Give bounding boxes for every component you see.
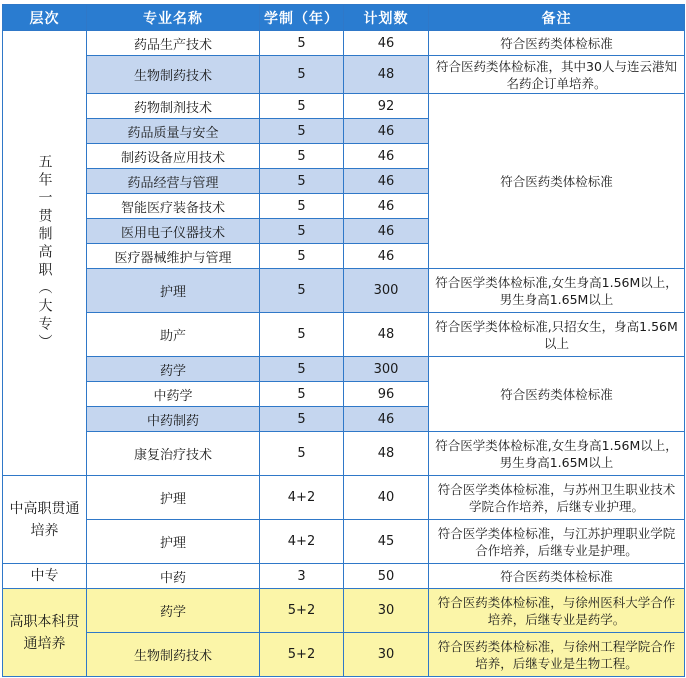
major-name: 护理 (87, 476, 260, 520)
header-row (3, 5, 685, 31)
count-value: 48 (344, 313, 429, 357)
count-value: 96 (344, 382, 429, 407)
count-value: 46 (344, 219, 429, 244)
note-text: 符合医药类体检标准 (429, 31, 685, 56)
table-row (3, 564, 685, 589)
count-value: 46 (344, 194, 429, 219)
years-value: 5 (260, 382, 344, 407)
major-name: 药学 (87, 357, 260, 382)
major-name: 助产 (87, 313, 260, 357)
count-value: 30 (344, 633, 429, 677)
count-value: 46 (344, 31, 429, 56)
years-value: 5 (260, 56, 344, 94)
years-value: 4+2 (260, 476, 344, 520)
years-value: 3 (260, 564, 344, 589)
count-value: 50 (344, 564, 429, 589)
count-value: 48 (344, 432, 429, 476)
years-value: 4+2 (260, 520, 344, 564)
years-value: 5 (260, 31, 344, 56)
note-text: 符合医学类体检标准,女生身高1.56M以上，男生身高1.65M以上 (429, 432, 685, 476)
header-notes: 备注 (429, 5, 685, 31)
group-mid-high: 中高职贯通培养 (3, 476, 87, 564)
years-value: 5+2 (260, 633, 344, 677)
years-value: 5 (260, 313, 344, 357)
years-value: 5 (260, 244, 344, 269)
note-text: 符合医药类体检标准 (429, 357, 685, 432)
major-name: 药学 (87, 589, 260, 633)
count-value: 40 (344, 476, 429, 520)
major-name: 医用电子仪器技术 (87, 219, 260, 244)
major-name: 中药 (87, 564, 260, 589)
years-value: 5 (260, 407, 344, 432)
enrollment-plan-table (2, 4, 685, 677)
table-row (3, 357, 685, 382)
major-name: 中药制药 (87, 407, 260, 432)
note-text: 符合医药类体检标准，与徐州工程学院合作培养，后继专业是生物工程。 (429, 633, 685, 677)
years-value: 5 (260, 169, 344, 194)
header-major: 专业名称 (87, 5, 260, 31)
note-text: 符合医药类体检标准，其中30人与连云港知名药企订单培养。 (429, 56, 685, 94)
table-row (3, 476, 685, 520)
major-name: 康复治疗技术 (87, 432, 260, 476)
table-row (3, 313, 685, 357)
years-value: 5 (260, 432, 344, 476)
major-name: 生物制药技术 (87, 633, 260, 677)
table-row (3, 589, 685, 633)
major-name: 药品质量与安全 (87, 119, 260, 144)
header-years: 学制（年） (260, 5, 344, 31)
years-value: 5 (260, 94, 344, 119)
table-row (3, 633, 685, 677)
table-row (3, 56, 685, 94)
years-value: 5 (260, 219, 344, 244)
count-value: 46 (344, 144, 429, 169)
major-name: 护理 (87, 269, 260, 313)
major-name: 医疗器械维护与管理 (87, 244, 260, 269)
table-row (3, 94, 685, 119)
group-high-bachelor: 高职本科贯通培养 (3, 589, 87, 677)
table-row (3, 269, 685, 313)
note-text: 符合医学类体检标准，与苏州卫生职业技术学院合作培养，后继专业护理。 (429, 476, 685, 520)
major-name: 生物制药技术 (87, 56, 260, 94)
count-value: 30 (344, 589, 429, 633)
major-name: 药物制剂技术 (87, 94, 260, 119)
count-value: 46 (344, 169, 429, 194)
count-value: 46 (344, 244, 429, 269)
count-value: 45 (344, 520, 429, 564)
years-value: 5+2 (260, 589, 344, 633)
major-name: 智能医疗装备技术 (87, 194, 260, 219)
table-row (3, 31, 685, 56)
note-text: 符合医药类体检标准 (429, 94, 685, 269)
years-value: 5 (260, 269, 344, 313)
header-count: 计划数 (344, 5, 429, 31)
table-row (3, 432, 685, 476)
count-value: 48 (344, 56, 429, 94)
major-name: 药品生产技术 (87, 31, 260, 56)
header-level: 层次 (3, 5, 87, 31)
count-value: 300 (344, 269, 429, 313)
years-value: 5 (260, 357, 344, 382)
note-text: 符合医学类体检标准,女生身高1.56M以上，男生身高1.65M以上 (429, 269, 685, 313)
note-text: 符合医药类体检标准 (429, 564, 685, 589)
years-value: 5 (260, 119, 344, 144)
group-secondary: 中专 (3, 564, 87, 589)
major-name: 药品经营与管理 (87, 169, 260, 194)
note-text: 符合医学类体检标准，与江苏护理职业学院合作培养，后继专业是护理。 (429, 520, 685, 564)
years-value: 5 (260, 144, 344, 169)
major-name: 护理 (87, 520, 260, 564)
count-value: 92 (344, 94, 429, 119)
major-name: 中药学 (87, 382, 260, 407)
table-row (3, 520, 685, 564)
note-text: 符合医学类体检标准,只招女生，身高1.56M以上 (429, 313, 685, 357)
count-value: 46 (344, 119, 429, 144)
group-five-year: 五年一贯制高职（大专） (3, 31, 87, 476)
count-value: 46 (344, 407, 429, 432)
major-name: 制药设备应用技术 (87, 144, 260, 169)
count-value: 300 (344, 357, 429, 382)
years-value: 5 (260, 194, 344, 219)
note-text: 符合医药类体检标准，与徐州医科大学合作培养，后继专业是药学。 (429, 589, 685, 633)
